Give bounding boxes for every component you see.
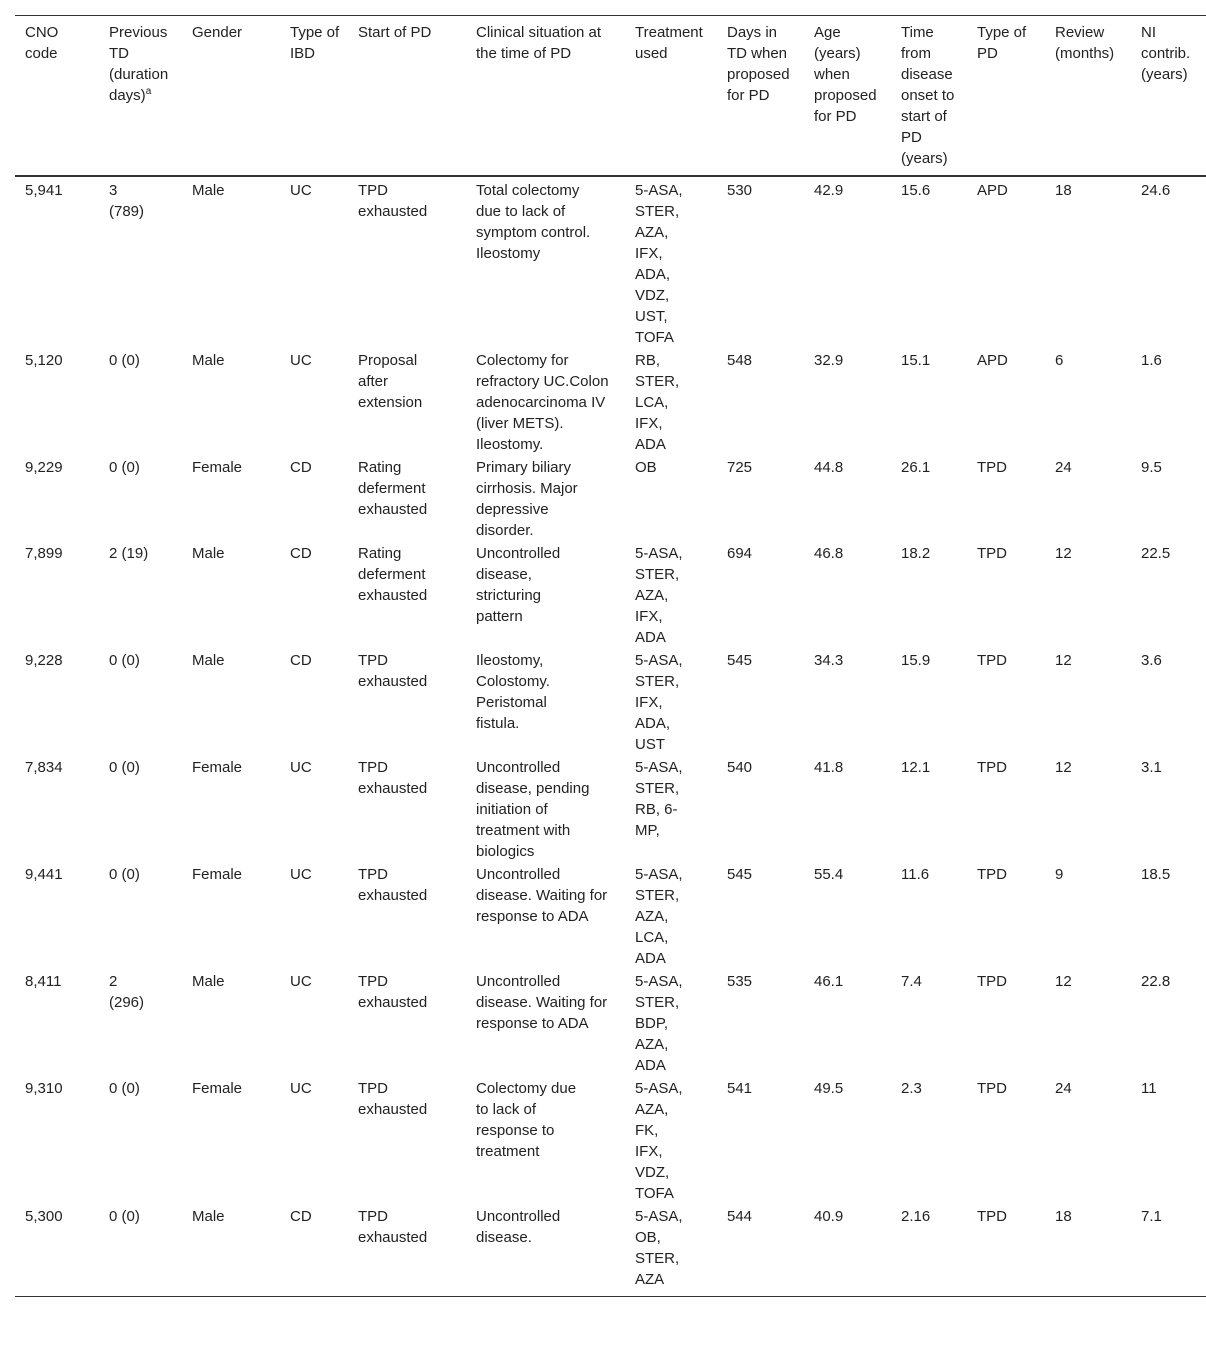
cell-age: 49.5: [814, 1080, 844, 1097]
cell-ibd-type: CD: [290, 1208, 312, 1225]
cell-clinical-situation: Uncontrolled disease. Waiting for response to ADA: [476, 973, 608, 1032]
header-cno: CNO code: [25, 24, 59, 62]
cell-ibd-type: UC: [290, 352, 312, 369]
cell-days-td: 544: [727, 1208, 753, 1225]
cell-cno: 9,229: [25, 459, 63, 476]
table-row: [15, 176, 1206, 349]
cell-days-td: 725: [727, 459, 753, 476]
cell-days-td: 545: [727, 652, 753, 669]
cell-days-td: 530: [727, 182, 753, 199]
header-time-onset: Time from disease onset to start of PD (years): [901, 24, 955, 167]
cell-previous-td: 0 (0): [109, 1080, 140, 1097]
cell-gender: Male: [192, 352, 225, 369]
cell-ni-contrib: 1.6: [1141, 352, 1162, 369]
cell-clinical-situation: Total colectomy due to lack of symptom control. Ileostomy: [476, 182, 591, 262]
cell-age: 34.3: [814, 652, 844, 669]
cell-clinical-situation: Uncontrolled disease.: [476, 1208, 561, 1246]
cell-time-onset: 26.1: [901, 459, 931, 476]
cell-time-onset: 2.16: [901, 1208, 931, 1225]
cell-ni-contrib: 24.6: [1141, 182, 1171, 199]
cell-review: 6: [1055, 352, 1064, 369]
table-row: [15, 1205, 1206, 1297]
cell-gender: Male: [192, 652, 225, 669]
cell-review: 24: [1055, 459, 1072, 476]
cell-days-td: 694: [727, 545, 753, 562]
cell-cno: 9,228: [25, 652, 63, 669]
header-previous-td-label: Previous TD (duration days): [109, 24, 169, 104]
cell-treatment: 5-ASA, STER, AZA, IFX, ADA: [635, 545, 683, 646]
cell-previous-td: 0 (0): [109, 1208, 140, 1225]
cell-start-pd: Rating deferment exhausted: [358, 545, 428, 604]
table-row: [15, 456, 1206, 542]
table-row: [15, 649, 1206, 756]
cell-previous-td: 0 (0): [109, 352, 140, 369]
cell-start-pd: TPD exhausted: [358, 866, 428, 904]
cell-gender: Male: [192, 545, 225, 562]
cell-days-td: 540: [727, 759, 753, 776]
header-treatment: Treatment used: [635, 24, 703, 62]
cell-type-pd: TPD: [977, 652, 1007, 669]
cell-gender: Female: [192, 1080, 243, 1097]
cell-gender: Female: [192, 866, 243, 883]
header-gender: Gender: [192, 24, 243, 41]
table-row: [15, 863, 1206, 970]
table-row: [15, 756, 1206, 863]
footnote-marker: a: [145, 86, 152, 97]
cell-type-pd: TPD: [977, 866, 1007, 883]
cell-type-pd: APD: [977, 352, 1008, 369]
cell-treatment: RB, STER, LCA, IFX, ADA: [635, 352, 680, 453]
cell-cno: 5,120: [25, 352, 63, 369]
cell-review: 24: [1055, 1080, 1072, 1097]
cell-time-onset: 18.2: [901, 545, 931, 562]
pd-cases-table: [15, 15, 1206, 1297]
cell-type-pd: TPD: [977, 545, 1007, 562]
cell-age: 42.9: [814, 182, 844, 199]
cell-review: 18: [1055, 182, 1072, 199]
cell-treatment: 5-ASA, OB, STER, AZA: [635, 1208, 683, 1288]
table-row: [15, 1077, 1206, 1205]
cell-ibd-type: UC: [290, 973, 312, 990]
cell-review: 12: [1055, 545, 1072, 562]
table-row: [15, 349, 1206, 456]
cell-age: 44.8: [814, 459, 844, 476]
cell-time-onset: 7.4: [901, 973, 922, 990]
cell-type-pd: TPD: [977, 973, 1007, 990]
cell-clinical-situation: Colectomy due to lack of response to treatment: [476, 1080, 577, 1160]
table-row: [15, 970, 1206, 1077]
cell-clinical-situation: Uncontrolled disease. Waiting for response to ADA: [476, 866, 608, 925]
cell-gender: Female: [192, 459, 243, 476]
cell-age: 41.8: [814, 759, 844, 776]
cell-start-pd: TPD exhausted: [358, 1208, 428, 1246]
cell-days-td: 535: [727, 973, 753, 990]
cell-cno: 7,899: [25, 545, 63, 562]
cell-ni-contrib: 3.6: [1141, 652, 1162, 669]
cell-ni-contrib: 7.1: [1141, 1208, 1162, 1225]
cell-review: 9: [1055, 866, 1064, 883]
cell-previous-td: 0 (0): [109, 759, 140, 776]
cell-ni-contrib: 11: [1141, 1080, 1157, 1097]
cell-age: 32.9: [814, 352, 844, 369]
cell-treatment: 5-ASA, STER, RB, 6-MP,: [635, 759, 683, 839]
cell-clinical-situation: Uncontrolled disease, pending initiation of treatment with biologics: [476, 759, 590, 860]
cell-review: 18: [1055, 1208, 1072, 1225]
cell-ni-contrib: 3.1: [1141, 759, 1162, 776]
cell-treatment: 5-ASA, AZA, FK, IFX, VDZ, TOFA: [635, 1080, 683, 1202]
cell-age: 55.4: [814, 866, 844, 883]
cell-ni-contrib: 22.8: [1141, 973, 1171, 990]
cell-ni-contrib: 18.5: [1141, 866, 1171, 883]
cell-ibd-type: CD: [290, 545, 312, 562]
cell-review: 12: [1055, 652, 1072, 669]
cell-start-pd: Rating deferment exhausted: [358, 459, 428, 518]
cell-age: 40.9: [814, 1208, 844, 1225]
table-header: [15, 16, 1206, 177]
cell-time-onset: 12.1: [901, 759, 931, 776]
cell-gender: Male: [192, 973, 225, 990]
header-age: Age (years) when proposed for PD: [814, 24, 877, 125]
cell-clinical-situation: Uncontrolled disease, stricturing pattern: [476, 545, 561, 625]
cell-clinical-situation: Colectomy for refractory UC.Colon adenocarcinoma IV (liver METS). Ileostomy.: [476, 352, 609, 453]
cell-treatment: 5-ASA, STER, AZA, LCA, ADA: [635, 866, 683, 967]
header-review: Review (months): [1055, 24, 1115, 62]
cell-review: 12: [1055, 759, 1072, 776]
cell-treatment: 5-ASA, STER, BDP, AZA, ADA: [635, 973, 683, 1074]
table-row: [15, 542, 1206, 649]
cell-time-onset: 2.3: [901, 1080, 922, 1097]
cell-previous-td: 0 (0): [109, 652, 140, 669]
cell-ni-contrib: 9.5: [1141, 459, 1162, 476]
header-ni-contrib: NI contrib. (years): [1141, 24, 1191, 83]
cell-gender: Female: [192, 759, 243, 776]
cell-gender: Male: [192, 1208, 225, 1225]
cell-age: 46.8: [814, 545, 844, 562]
cell-type-pd: TPD: [977, 1080, 1007, 1097]
cell-ibd-type: UC: [290, 759, 312, 776]
cell-treatment: OB: [635, 459, 657, 476]
cell-days-td: 548: [727, 352, 753, 369]
cell-clinical-situation: Ileostomy, Colostomy. Peristomal fistula.: [476, 652, 550, 732]
cell-start-pd: TPD exhausted: [358, 1080, 428, 1118]
cell-type-pd: APD: [977, 182, 1008, 199]
cell-time-onset: 11.6: [901, 866, 930, 883]
cell-gender: Male: [192, 182, 225, 199]
cell-start-pd: TPD exhausted: [358, 759, 428, 797]
header-start-pd: Start of PD: [358, 24, 432, 41]
cell-previous-td: 3 (789): [109, 182, 145, 220]
cell-start-pd: Proposal after extension: [358, 352, 423, 411]
cell-cno: 7,834: [25, 759, 63, 776]
cell-type-pd: TPD: [977, 759, 1007, 776]
cell-start-pd: TPD exhausted: [358, 652, 428, 690]
table-body: [15, 176, 1206, 1297]
header-days-td: Days in TD when proposed for PD: [727, 24, 790, 104]
header-previous-td: [99, 16, 182, 177]
cell-cno: 9,310: [25, 1080, 63, 1097]
cell-ibd-type: UC: [290, 866, 312, 883]
cell-review: 12: [1055, 973, 1072, 990]
cell-type-pd: TPD: [977, 1208, 1007, 1225]
header-row: [15, 16, 1206, 177]
cell-treatment: 5-ASA, STER, AZA, IFX, ADA, VDZ, UST, TOFA: [635, 182, 683, 346]
cell-cno: 9,441: [25, 866, 63, 883]
cell-days-td: 545: [727, 866, 753, 883]
cell-ibd-type: CD: [290, 459, 312, 476]
cell-ibd-type: UC: [290, 182, 312, 199]
cell-cno: 5,941: [25, 182, 63, 199]
cell-days-td: 541: [727, 1080, 753, 1097]
cell-time-onset: 15.9: [901, 652, 931, 669]
cell-start-pd: TPD exhausted: [358, 973, 428, 1011]
cell-ni-contrib: 22.5: [1141, 545, 1171, 562]
cell-previous-td: 0 (0): [109, 459, 140, 476]
cell-ibd-type: CD: [290, 652, 312, 669]
cell-previous-td: 2 (296): [109, 973, 145, 1011]
cell-clinical-situation: Primary biliary cirrhosis. Major depressive disorder.: [476, 459, 578, 539]
cell-cno: 5,300: [25, 1208, 63, 1225]
cell-previous-td: 0 (0): [109, 866, 140, 883]
cell-start-pd: TPD exhausted: [358, 182, 428, 220]
cell-type-pd: TPD: [977, 459, 1007, 476]
cell-time-onset: 15.1: [901, 352, 931, 369]
cell-age: 46.1: [814, 973, 844, 990]
cell-previous-td: 2 (19): [109, 545, 149, 562]
header-ibd-type: Type of IBD: [290, 24, 340, 62]
header-clinical-situation: Clinical situation at the time of PD: [476, 24, 602, 62]
header-type-pd: Type of PD: [977, 24, 1027, 62]
cell-cno: 8,411: [25, 973, 62, 990]
cell-ibd-type: UC: [290, 1080, 312, 1097]
cell-treatment: 5-ASA, STER, IFX, ADA, UST: [635, 652, 683, 753]
cell-time-onset: 15.6: [901, 182, 931, 199]
